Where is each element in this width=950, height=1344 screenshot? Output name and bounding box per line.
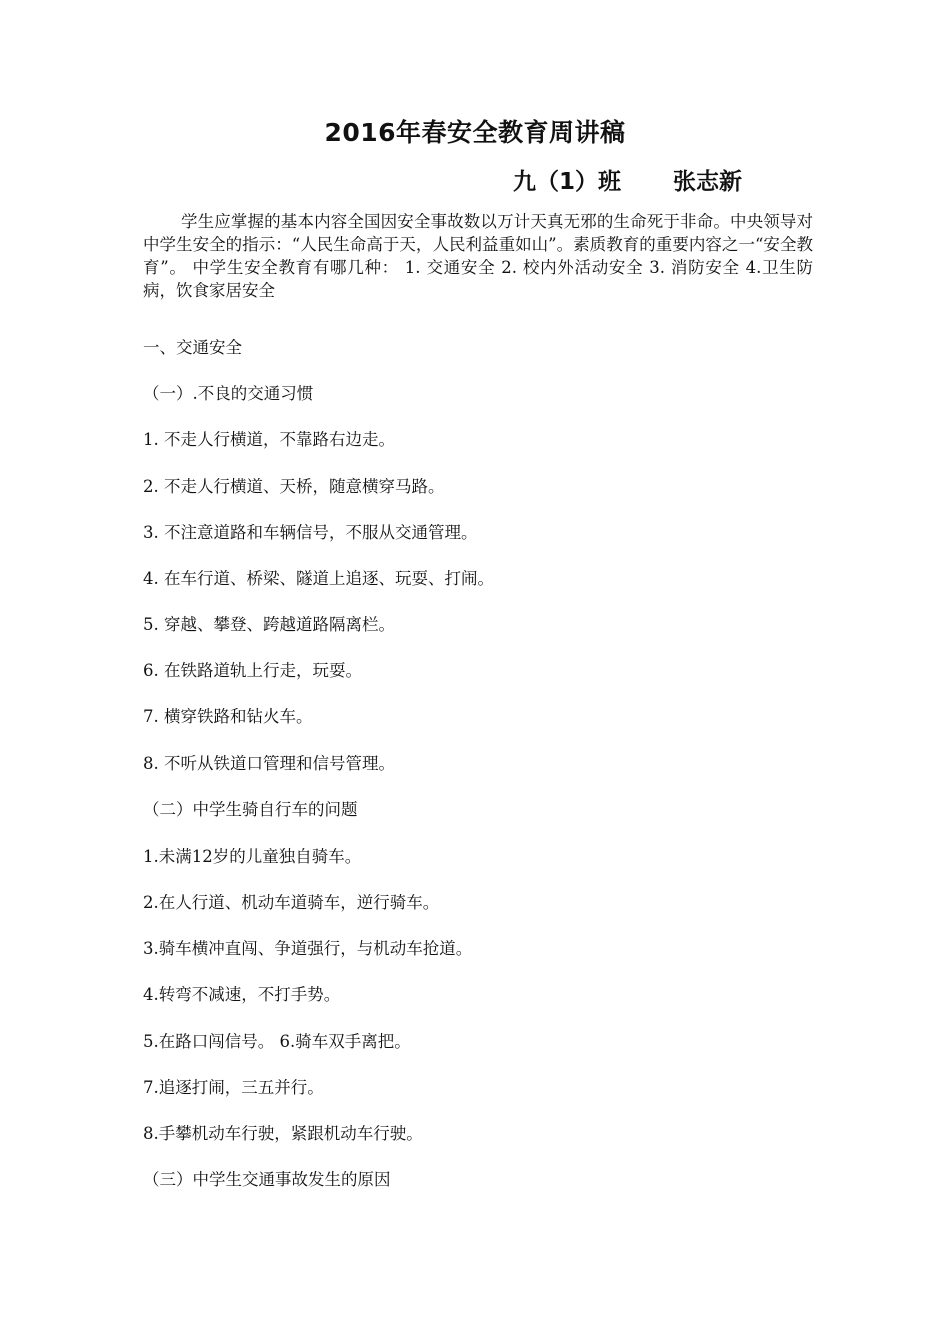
class-name: 九（1）班 [513,169,622,195]
list-item: 4. 在车行道、桥梁、隧道上追逐、玩耍、打闹。 [143,569,494,588]
document-byline [513,166,742,198]
list-item: 5.在路口闯信号。 6.骑车双手离把。 [143,1032,411,1051]
author-name: 张志新 [673,169,743,195]
list-item: 4.转弯不减速，不打手势。 [143,985,341,1004]
subsection-heading: （二）中学生骑自行车的问题 [143,800,358,819]
section-heading: 一、交通安全 [143,338,242,357]
subsection-heading: （三）中学生交通事故发生的原因 [143,1170,391,1189]
list-item: 6. 在铁路道轨上行走，玩耍。 [143,661,362,680]
list-item: 7. 横穿铁路和钻火车。 [143,707,313,726]
list-item: 1.未满12岁的儿童独自骑车。 [143,847,362,866]
document-title: 2016年春安全教育周讲稿 [324,118,626,147]
list-item: 7.追逐打闹，三五并行。 [143,1078,324,1097]
intro-paragraph: 学生应掌握的基本内容全国因安全事故数以万计天真无邪的生命死于非命。中央领导对中学生安全的指示：“人民生命高于天，人民利益重如山”。素质教育的重要内容之一“安全教育”。 中学生安全教育有哪几种： 1. 交通安全 2. 校内外活动安全 3. 消防安全 4.卫生防病，饮食家居安全 [143,212,813,300]
list-item: 8. 不听从铁道口管理和信号管理。 [143,754,395,773]
list-item: 2.在人行道、机动车道骑车，逆行骑车。 [143,893,440,912]
list-item: 1. 不走人行横道，不靠路右边走。 [143,430,395,449]
list-item: 3. 不注意道路和车辆信号，不服从交通管理。 [143,523,478,542]
list-item: 5. 穿越、攀登、跨越道路隔离栏。 [143,615,395,634]
list-item: 3.骑车横冲直闯、争道强行，与机动车抢道。 [143,939,473,958]
list-item: 2. 不走人行横道、天桥，随意横穿马路。 [143,477,445,496]
subsection-heading: （一）.不良的交通习惯 [143,384,314,403]
list-item: 8.手攀机动车行驶，紧跟机动车行驶。 [143,1124,423,1143]
